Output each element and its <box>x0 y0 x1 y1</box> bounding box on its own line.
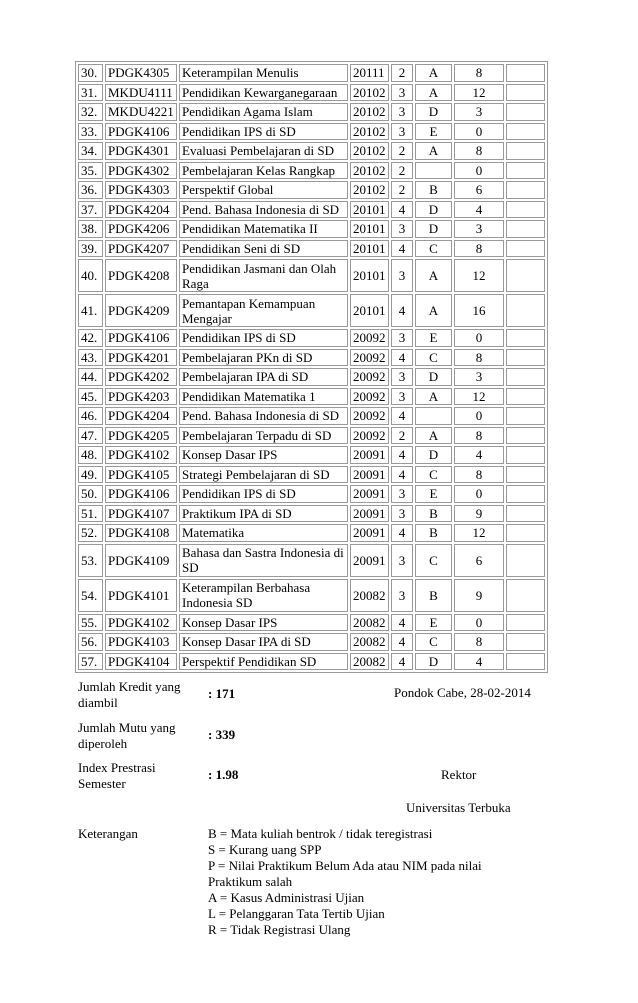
course-code: PDGK4206 <box>105 220 177 238</box>
semester: 20101 <box>350 240 389 258</box>
course-name: Keterampilan Berbahasa Indonesia SD <box>179 579 348 612</box>
semester: 20082 <box>350 633 389 651</box>
course-name: Pend. Bahasa Indonesia di SD <box>179 201 348 219</box>
credits: 2 <box>391 64 413 82</box>
course-name: Perspektif Pendidikan SD <box>179 653 348 671</box>
table-row <box>78 103 545 121</box>
grade: A <box>415 294 452 327</box>
row-number: 43. <box>78 349 103 367</box>
row-number: 40. <box>78 259 103 292</box>
table-row <box>78 329 545 347</box>
index-value: : 1.98 <box>208 767 239 782</box>
credits: 2 <box>391 427 413 445</box>
row-number: 37. <box>78 201 103 219</box>
credits: 4 <box>391 653 413 671</box>
course-code: PDGK4208 <box>105 259 177 292</box>
table-row <box>78 524 545 542</box>
extra-cell <box>506 524 545 542</box>
extra-cell <box>506 446 545 464</box>
legend-item: S = Kurang uang SPP <box>208 842 322 857</box>
grade <box>415 162 452 180</box>
credits: 4 <box>391 349 413 367</box>
grade: D <box>415 446 452 464</box>
course-code: PDGK4303 <box>105 181 177 199</box>
semester: 20082 <box>350 614 389 632</box>
table-row <box>78 485 545 503</box>
credits: 2 <box>391 162 413 180</box>
credits: 3 <box>391 329 413 347</box>
semester: 20101 <box>350 201 389 219</box>
credits: 2 <box>391 181 413 199</box>
credits: 3 <box>391 388 413 406</box>
grade: A <box>415 142 452 160</box>
semester: 20092 <box>350 349 389 367</box>
grade: B <box>415 524 452 542</box>
course-name: Pembelajaran Kelas Rangkap <box>179 162 348 180</box>
table-row <box>78 294 545 327</box>
semester: 20102 <box>350 142 389 160</box>
course-name: Pendidikan Kewarganegaraan <box>179 84 348 102</box>
extra-cell <box>506 64 545 82</box>
legend-label: Keterangan <box>78 826 138 841</box>
grade: D <box>415 220 452 238</box>
table-row <box>78 633 545 651</box>
grade: C <box>415 544 452 577</box>
grade: E <box>415 329 452 347</box>
semester: 20082 <box>350 653 389 671</box>
semester: 20102 <box>350 181 389 199</box>
extra-cell <box>506 329 545 347</box>
row-number: 49. <box>78 466 103 484</box>
course-name: Konsep Dasar IPA di SD <box>179 633 348 651</box>
course-name: Pendidikan IPS di SD <box>179 485 348 503</box>
course-name: Pendidikan IPS di SD <box>179 123 348 141</box>
row-number: 48. <box>78 446 103 464</box>
table-row <box>78 123 545 141</box>
course-code: PDGK4107 <box>105 505 177 523</box>
quality-points: 8 <box>454 349 504 367</box>
extra-cell <box>506 259 545 292</box>
quality-value: : 339 <box>208 727 236 742</box>
credits: 3 <box>391 123 413 141</box>
credits: 4 <box>391 614 413 632</box>
row-number: 55. <box>78 614 103 632</box>
quality-points: 8 <box>454 240 504 258</box>
legend-list <box>208 826 528 938</box>
extra-cell <box>506 162 545 180</box>
extra-cell <box>506 181 545 199</box>
quality-points: 12 <box>454 388 504 406</box>
semester: 20102 <box>350 123 389 141</box>
extra-cell <box>506 427 545 445</box>
grade: A <box>415 64 452 82</box>
signature-title: Rektor <box>441 767 477 782</box>
grade: A <box>415 427 452 445</box>
legend-item: P = Nilai Praktikum Belum Ada atau NIM pada nilai Praktikum salah <box>208 858 482 889</box>
course-code: PDGK4106 <box>105 329 177 347</box>
course-code: PDGK4301 <box>105 142 177 160</box>
quality-points: 8 <box>454 633 504 651</box>
table-row <box>78 240 545 258</box>
course-name: Pend. Bahasa Indonesia di SD <box>179 407 348 425</box>
credits: 4 <box>391 240 413 258</box>
course-name: Pembelajaran Terpadu di SD <box>179 427 348 445</box>
course-code: PDGK4101 <box>105 579 177 612</box>
table-row <box>78 181 545 199</box>
row-number: 53. <box>78 544 103 577</box>
grade: C <box>415 349 452 367</box>
table-row <box>78 142 545 160</box>
course-name: Pemantapan Kemampuan Mengajar <box>179 294 348 327</box>
row-number: 57. <box>78 653 103 671</box>
course-code: PDGK4102 <box>105 446 177 464</box>
course-code: PDGK4105 <box>105 466 177 484</box>
quality-points: 0 <box>454 614 504 632</box>
course-code: PDGK4305 <box>105 64 177 82</box>
table-row <box>78 259 545 292</box>
course-code: MKDU4221 <box>105 103 177 121</box>
grade: D <box>415 653 452 671</box>
grade: C <box>415 240 452 258</box>
row-number: 36. <box>78 181 103 199</box>
credits: 4 <box>391 633 413 651</box>
course-code: PDGK4302 <box>105 162 177 180</box>
semester: 20091 <box>350 485 389 503</box>
credits-value: : 171 <box>208 686 236 701</box>
credits: 4 <box>391 407 413 425</box>
grades-table-body <box>78 64 545 670</box>
row-number: 38. <box>78 220 103 238</box>
course-code: PDGK4102 <box>105 614 177 632</box>
legend-item: B = Mata kuliah bentrok / tidak teregistrasi <box>208 826 433 841</box>
extra-cell <box>506 294 545 327</box>
semester: 20092 <box>350 329 389 347</box>
course-code: PDGK4204 <box>105 201 177 219</box>
course-name: Pendidikan Seni di SD <box>179 240 348 258</box>
course-name: Perspektif Global <box>179 181 348 199</box>
extra-cell <box>506 84 545 102</box>
course-code: PDGK4204 <box>105 407 177 425</box>
row-number: 44. <box>78 368 103 386</box>
row-number: 33. <box>78 123 103 141</box>
quality-points: 9 <box>454 579 504 612</box>
course-code: PDGK4209 <box>105 294 177 327</box>
course-code: PDGK4205 <box>105 427 177 445</box>
credits: 4 <box>391 446 413 464</box>
quality-points: 0 <box>454 329 504 347</box>
course-code: PDGK4207 <box>105 240 177 258</box>
credits: 3 <box>391 505 413 523</box>
quality-points: 3 <box>454 368 504 386</box>
extra-cell <box>506 142 545 160</box>
row-number: 56. <box>78 633 103 651</box>
course-code: PDGK4103 <box>105 633 177 651</box>
quality-points: 8 <box>454 64 504 82</box>
course-name: Matematika <box>179 524 348 542</box>
semester: 20102 <box>350 84 389 102</box>
table-row <box>78 427 545 445</box>
quality-points: 0 <box>454 162 504 180</box>
quality-points: 12 <box>454 84 504 102</box>
index-label: Index Prestrasi Semester <box>78 760 156 791</box>
extra-cell <box>506 544 545 577</box>
course-name: Pendidikan Agama Islam <box>179 103 348 121</box>
row-number: 41. <box>78 294 103 327</box>
credits: 3 <box>391 485 413 503</box>
grade: A <box>415 388 452 406</box>
semester: 20102 <box>350 162 389 180</box>
credits: 4 <box>391 294 413 327</box>
row-number: 30. <box>78 64 103 82</box>
legend-item: R = Tidak Registrasi Ulang <box>208 922 351 937</box>
table-row <box>78 201 545 219</box>
credits: 4 <box>391 201 413 219</box>
course-name: Konsep Dasar IPS <box>179 446 348 464</box>
row-number: 46. <box>78 407 103 425</box>
course-code: PDGK4203 <box>105 388 177 406</box>
quality-points: 6 <box>454 544 504 577</box>
credits: 3 <box>391 220 413 238</box>
semester: 20111 <box>350 64 389 82</box>
table-row <box>78 653 545 671</box>
table-row <box>78 162 545 180</box>
grade: A <box>415 84 452 102</box>
grade: B <box>415 181 452 199</box>
row-number: 45. <box>78 388 103 406</box>
course-name: Konsep Dasar IPS <box>179 614 348 632</box>
row-number: 35. <box>78 162 103 180</box>
course-code: PDGK4108 <box>105 524 177 542</box>
row-number: 51. <box>78 505 103 523</box>
quality-points: 0 <box>454 407 504 425</box>
place-date: Pondok Cabe, 28-02-2014 <box>394 685 531 700</box>
grade: E <box>415 485 452 503</box>
credits: 3 <box>391 368 413 386</box>
row-number: 31. <box>78 84 103 102</box>
quality-points: 3 <box>454 103 504 121</box>
semester: 20092 <box>350 368 389 386</box>
quality-points: 16 <box>454 294 504 327</box>
row-number: 52. <box>78 524 103 542</box>
extra-cell <box>506 633 545 651</box>
semester: 20092 <box>350 427 389 445</box>
quality-points: 4 <box>454 201 504 219</box>
course-name: Keterampilan Menulis <box>179 64 348 82</box>
grade: A <box>415 259 452 292</box>
credits: 2 <box>391 142 413 160</box>
extra-cell <box>506 123 545 141</box>
course-name: Evaluasi Pembelajaran di SD <box>179 142 348 160</box>
extra-cell <box>506 220 545 238</box>
grade: E <box>415 123 452 141</box>
semester: 20091 <box>350 446 389 464</box>
semester: 20091 <box>350 544 389 577</box>
extra-cell <box>506 349 545 367</box>
semester: 20101 <box>350 294 389 327</box>
institution-name: Universitas Terbuka <box>406 800 511 815</box>
legend-item: A = Kasus Administrasi Ujian <box>208 890 365 905</box>
grade: E <box>415 614 452 632</box>
course-code: PDGK4104 <box>105 653 177 671</box>
quality-points: 3 <box>454 220 504 238</box>
grade <box>415 407 452 425</box>
grade: C <box>415 466 452 484</box>
table-row <box>78 388 545 406</box>
extra-cell <box>506 368 545 386</box>
course-name: Pembelajaran PKn di SD <box>179 349 348 367</box>
table-row <box>78 579 545 612</box>
course-code: PDGK4106 <box>105 485 177 503</box>
course-code: PDGK4109 <box>105 544 177 577</box>
semester: 20091 <box>350 505 389 523</box>
course-name: Strategi Pembelajaran di SD <box>179 466 348 484</box>
quality-points: 8 <box>454 142 504 160</box>
extra-cell <box>506 240 545 258</box>
quality-points: 6 <box>454 181 504 199</box>
extra-cell <box>506 579 545 612</box>
extra-cell <box>506 614 545 632</box>
semester: 20092 <box>350 407 389 425</box>
course-code: PDGK4106 <box>105 123 177 141</box>
table-row <box>78 220 545 238</box>
credits: 3 <box>391 544 413 577</box>
credits-label: Jumlah Kredit yang diambil <box>78 679 181 710</box>
semester: 20092 <box>350 388 389 406</box>
row-number: 34. <box>78 142 103 160</box>
table-row <box>78 349 545 367</box>
extra-cell <box>506 201 545 219</box>
table-row <box>78 466 545 484</box>
extra-cell <box>506 388 545 406</box>
row-number: 42. <box>78 329 103 347</box>
semester: 20101 <box>350 259 389 292</box>
semester: 20091 <box>350 466 389 484</box>
credits: 3 <box>391 103 413 121</box>
quality-points: 0 <box>454 123 504 141</box>
credits: 4 <box>391 466 413 484</box>
course-code: PDGK4202 <box>105 368 177 386</box>
grade: B <box>415 505 452 523</box>
grade: C <box>415 633 452 651</box>
quality-points: 4 <box>454 653 504 671</box>
grade: B <box>415 579 452 612</box>
course-name: Pendidikan Matematika II <box>179 220 348 238</box>
table-row <box>78 368 545 386</box>
grades-table <box>75 61 548 673</box>
credits: 3 <box>391 579 413 612</box>
semester: 20091 <box>350 524 389 542</box>
grade: D <box>415 368 452 386</box>
quality-label: Jumlah Mutu yang diperoleh <box>78 720 176 751</box>
credits: 3 <box>391 84 413 102</box>
table-row <box>78 84 545 102</box>
table-row <box>78 64 545 82</box>
extra-cell <box>506 485 545 503</box>
quality-points: 8 <box>454 466 504 484</box>
quality-points: 4 <box>454 446 504 464</box>
course-code: MKDU4111 <box>105 84 177 102</box>
credits: 4 <box>391 524 413 542</box>
table-row <box>78 505 545 523</box>
extra-cell <box>506 466 545 484</box>
table-row <box>78 446 545 464</box>
grade: D <box>415 103 452 121</box>
course-name: Pendidikan IPS di SD <box>179 329 348 347</box>
extra-cell <box>506 505 545 523</box>
credits: 3 <box>391 259 413 292</box>
course-name: Praktikum IPA di SD <box>179 505 348 523</box>
table-row <box>78 407 545 425</box>
course-name: Pembelajaran IPA di SD <box>179 368 348 386</box>
semester: 20102 <box>350 103 389 121</box>
table-row <box>78 544 545 577</box>
quality-points: 0 <box>454 485 504 503</box>
course-name: Bahasa dan Sastra Indonesia di SD <box>179 544 348 577</box>
table-row <box>78 614 545 632</box>
grade: D <box>415 201 452 219</box>
extra-cell <box>506 407 545 425</box>
semester: 20082 <box>350 579 389 612</box>
quality-points: 12 <box>454 524 504 542</box>
quality-points: 8 <box>454 427 504 445</box>
semester: 20101 <box>350 220 389 238</box>
row-number: 32. <box>78 103 103 121</box>
course-code: PDGK4201 <box>105 349 177 367</box>
row-number: 39. <box>78 240 103 258</box>
course-name: Pendidikan Matematika 1 <box>179 388 348 406</box>
row-number: 47. <box>78 427 103 445</box>
extra-cell <box>506 103 545 121</box>
extra-cell <box>506 653 545 671</box>
row-number: 54. <box>78 579 103 612</box>
row-number: 50. <box>78 485 103 503</box>
legend-item: L = Pelanggaran Tata Tertib Ujian <box>208 906 385 921</box>
quality-points: 12 <box>454 259 504 292</box>
course-name: Pendidikan Jasmani dan Olah Raga <box>179 259 348 292</box>
quality-points: 9 <box>454 505 504 523</box>
